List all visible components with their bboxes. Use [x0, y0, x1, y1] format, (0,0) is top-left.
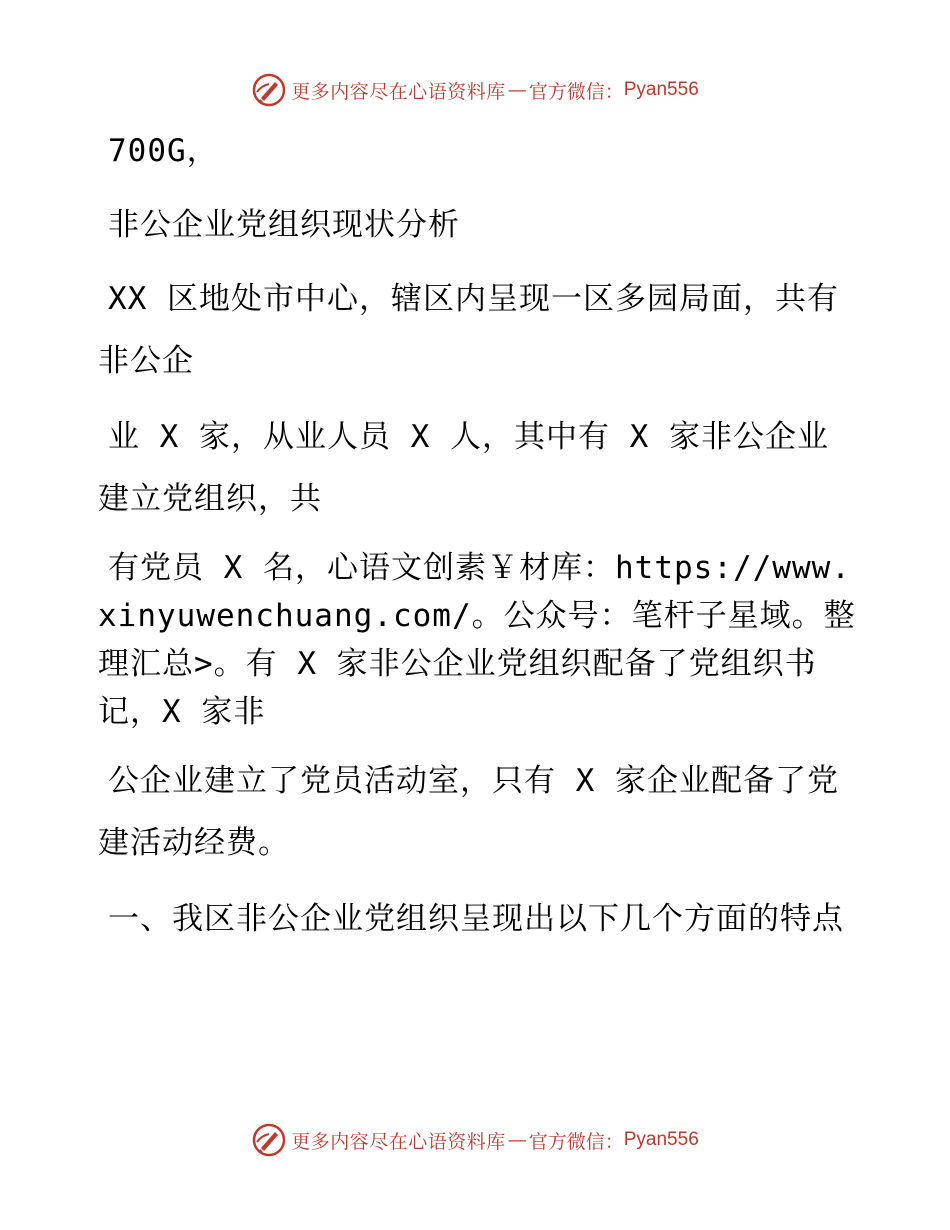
paragraph: 业 X 家，从业人员 X 人，其中有 X 家非公企业建立党组织，共: [98, 419, 829, 517]
banner-text: 更多内容尽在心语资料库: [291, 80, 506, 103]
section-heading: 一、我区非公企业党组织呈现出以下几个方面的特点: [108, 901, 844, 937]
paragraph: XX 区地处市中心，辖区内呈现一区多园局面，共有非公企: [98, 281, 839, 379]
banner-separator: —: [507, 1129, 527, 1151]
header-banner: [0, 68, 950, 112]
footer-banner: [0, 1118, 950, 1162]
paragraph: 公企业建立了党员活动室，只有 X 家企业配备了党建活动经费。: [98, 763, 839, 861]
banner-wechat-label: 官方微信：: [528, 80, 624, 103]
banner-wechat-id: Pyan556: [623, 1129, 699, 1150]
paragraph-with-link: 有党员 X 名，心语文创素￥材库：https://www.xinyuwenchuang.com/。公众号：笔杆子星域。整理汇总>。有 X 家非公企业党组织配备了党组织书记，X 家非: [98, 550, 856, 730]
pen-nib-logo-icon: [251, 1122, 287, 1158]
banner-separator: —: [507, 79, 527, 101]
section-heading: 非公企业党组织现状分析: [108, 207, 460, 243]
paragraph: 700G，: [108, 133, 219, 169]
pen-nib-logo-icon: [251, 72, 287, 108]
banner-wechat-id: Pyan556: [623, 79, 699, 100]
document-body: [98, 120, 858, 950]
banner-wechat-label: 官方微信：: [528, 1130, 624, 1153]
banner-text: 更多内容尽在心语资料库: [291, 1130, 506, 1153]
